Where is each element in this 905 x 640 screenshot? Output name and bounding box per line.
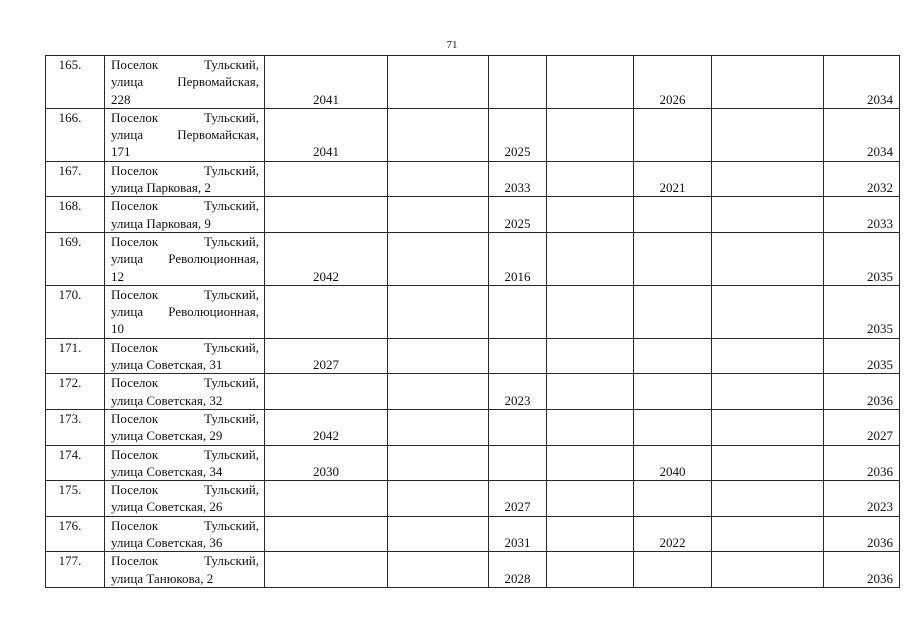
year-cell-1 bbox=[265, 516, 388, 552]
year-cell-1: 2027 bbox=[265, 338, 388, 374]
year-cell-1 bbox=[265, 374, 388, 410]
year-cell-5 bbox=[634, 552, 712, 588]
year-cell-1: 2041 bbox=[265, 108, 388, 161]
year-cell-2 bbox=[388, 445, 489, 481]
year-cell-5: 2021 bbox=[634, 161, 712, 197]
address-line: Поселок Тульский, bbox=[111, 162, 259, 178]
year-cell-5 bbox=[634, 232, 712, 285]
year-cell-2 bbox=[388, 161, 489, 197]
year-cell-4 bbox=[547, 552, 634, 588]
year-cell-3: 2031 bbox=[489, 516, 547, 552]
address-line: Поселок Тульский, bbox=[111, 57, 259, 72]
row-number: 171. bbox=[46, 338, 105, 374]
table-row bbox=[46, 552, 900, 588]
year-cell-5 bbox=[634, 108, 712, 161]
year-cell-7: 2036 bbox=[824, 552, 900, 588]
row-number: 177. bbox=[46, 552, 105, 588]
year-cell-7: 2027 bbox=[824, 409, 900, 445]
row-number: 166. bbox=[46, 108, 105, 161]
row-number: 167. bbox=[46, 161, 105, 197]
year-cell-1 bbox=[265, 481, 388, 517]
address-line: Поселок Тульский, bbox=[111, 375, 259, 391]
address-line: улица Парковая, 2 bbox=[111, 180, 211, 196]
address-line: Поселок Тульский, bbox=[111, 482, 259, 498]
year-cell-5: 2022 bbox=[634, 516, 712, 552]
year-cell-6 bbox=[712, 232, 824, 285]
year-cell-1 bbox=[265, 197, 388, 233]
year-cell-2 bbox=[388, 338, 489, 374]
table-row bbox=[46, 338, 900, 374]
address-line: улица Советская, 31 bbox=[111, 357, 223, 373]
year-cell-7: 2036 bbox=[824, 516, 900, 552]
year-cell-2 bbox=[388, 56, 489, 109]
address-line: Поселок Тульский, bbox=[111, 339, 259, 355]
table-row bbox=[46, 285, 900, 338]
year-cell-5: 2026 bbox=[634, 56, 712, 109]
address-line: улица Танюкова, 2 bbox=[111, 570, 214, 586]
table-row bbox=[46, 56, 900, 109]
year-cell-4 bbox=[547, 374, 634, 410]
year-cell-7: 2035 bbox=[824, 338, 900, 374]
address-cell bbox=[105, 516, 265, 552]
address-line: 228 bbox=[111, 91, 131, 107]
year-cell-6 bbox=[712, 409, 824, 445]
year-cell-2 bbox=[388, 197, 489, 233]
year-cell-2 bbox=[388, 285, 489, 338]
address-line: Поселок Тульский, bbox=[111, 109, 259, 125]
address-line: Поселок Тульский, bbox=[111, 553, 259, 569]
year-cell-5 bbox=[634, 338, 712, 374]
year-cell-6 bbox=[712, 516, 824, 552]
year-cell-4 bbox=[547, 232, 634, 285]
table-body bbox=[46, 56, 900, 588]
year-cell-4 bbox=[547, 197, 634, 233]
year-cell-5 bbox=[634, 481, 712, 517]
year-cell-3 bbox=[489, 56, 547, 109]
year-cell-7: 2034 bbox=[824, 56, 900, 109]
address-line: улица Советская, 29 bbox=[111, 428, 223, 444]
year-cell-7: 2036 bbox=[824, 445, 900, 481]
year-cell-4 bbox=[547, 338, 634, 374]
table-row bbox=[46, 374, 900, 410]
address-line: улица Советская, 36 bbox=[111, 535, 223, 551]
address-line: улица Парковая, 9 bbox=[111, 215, 211, 231]
address-cell bbox=[105, 481, 265, 517]
year-cell-2 bbox=[388, 232, 489, 285]
year-cell-2 bbox=[388, 552, 489, 588]
year-cell-6 bbox=[712, 481, 824, 517]
year-cell-7: 2034 bbox=[824, 108, 900, 161]
table-row bbox=[46, 516, 900, 552]
address-line: 10 bbox=[111, 321, 124, 337]
year-cell-7: 2035 bbox=[824, 285, 900, 338]
address-line: улица Первомайская, bbox=[111, 127, 259, 143]
address-line: Поселок Тульский, bbox=[111, 410, 259, 426]
year-cell-4 bbox=[547, 56, 634, 109]
year-cell-3: 2033 bbox=[489, 161, 547, 197]
year-cell-5 bbox=[634, 374, 712, 410]
address-line: улица Советская, 32 bbox=[111, 392, 223, 408]
year-cell-3: 2025 bbox=[489, 108, 547, 161]
year-cell-2 bbox=[388, 409, 489, 445]
address-line: Поселок Тульский, bbox=[111, 198, 259, 214]
year-cell-1: 2030 bbox=[265, 445, 388, 481]
year-cell-1 bbox=[265, 285, 388, 338]
table-row bbox=[46, 481, 900, 517]
year-cell-1 bbox=[265, 552, 388, 588]
year-cell-5 bbox=[634, 409, 712, 445]
year-cell-3 bbox=[489, 285, 547, 338]
year-cell-6 bbox=[712, 56, 824, 109]
address-cell bbox=[105, 445, 265, 481]
year-cell-6 bbox=[712, 338, 824, 374]
address-cell bbox=[105, 374, 265, 410]
year-cell-1 bbox=[265, 161, 388, 197]
year-cell-3: 2028 bbox=[489, 552, 547, 588]
year-cell-3 bbox=[489, 338, 547, 374]
year-cell-3: 2025 bbox=[489, 197, 547, 233]
address-line: Поселок Тульский, bbox=[111, 517, 259, 533]
address-cell bbox=[105, 161, 265, 197]
address-cell bbox=[105, 338, 265, 374]
year-cell-4 bbox=[547, 108, 634, 161]
year-cell-4 bbox=[547, 161, 634, 197]
row-number: 168. bbox=[46, 197, 105, 233]
year-cell-2 bbox=[388, 481, 489, 517]
year-cell-1: 2042 bbox=[265, 232, 388, 285]
year-cell-6 bbox=[712, 445, 824, 481]
year-cell-4 bbox=[547, 285, 634, 338]
year-cell-7: 2032 bbox=[824, 161, 900, 197]
year-cell-2 bbox=[388, 516, 489, 552]
address-cell bbox=[105, 232, 265, 285]
address-line: 171 bbox=[111, 144, 131, 160]
address-cell bbox=[105, 108, 265, 161]
address-cell bbox=[105, 56, 265, 109]
address-cell bbox=[105, 285, 265, 338]
year-cell-5 bbox=[634, 197, 712, 233]
address-line: Поселок Тульский, bbox=[111, 286, 259, 302]
table-row bbox=[46, 232, 900, 285]
year-cell-5 bbox=[634, 285, 712, 338]
year-cell-3 bbox=[489, 409, 547, 445]
table-row bbox=[46, 445, 900, 481]
year-cell-7: 2036 bbox=[824, 374, 900, 410]
year-cell-6 bbox=[712, 108, 824, 161]
year-cell-2 bbox=[388, 108, 489, 161]
year-cell-4 bbox=[547, 445, 634, 481]
year-cell-7: 2035 bbox=[824, 232, 900, 285]
row-number: 172. bbox=[46, 374, 105, 410]
year-cell-7: 2023 bbox=[824, 481, 900, 517]
repair-schedule-table bbox=[45, 55, 900, 588]
table-row bbox=[46, 197, 900, 233]
year-cell-5: 2040 bbox=[634, 445, 712, 481]
year-cell-2 bbox=[388, 374, 489, 410]
year-cell-3: 2027 bbox=[489, 481, 547, 517]
address-cell bbox=[105, 409, 265, 445]
row-number: 176. bbox=[46, 516, 105, 552]
row-number: 174. bbox=[46, 445, 105, 481]
page-number: 71 bbox=[446, 39, 458, 51]
year-cell-4 bbox=[547, 481, 634, 517]
year-cell-6 bbox=[712, 552, 824, 588]
year-cell-6 bbox=[712, 285, 824, 338]
year-cell-3: 2016 bbox=[489, 232, 547, 285]
year-cell-4 bbox=[547, 516, 634, 552]
year-cell-6 bbox=[712, 161, 824, 197]
row-number: 165. bbox=[46, 56, 105, 109]
year-cell-3 bbox=[489, 445, 547, 481]
address-line: улица Революционная, bbox=[111, 251, 259, 267]
address-line: Поселок Тульский, bbox=[111, 446, 259, 462]
table-row bbox=[46, 161, 900, 197]
address-line: 12 bbox=[111, 268, 124, 284]
address-line: улица Первомайская, bbox=[111, 74, 259, 90]
year-cell-6 bbox=[712, 197, 824, 233]
row-number: 173. bbox=[46, 409, 105, 445]
table-row bbox=[46, 108, 900, 161]
address-line: улица Советская, 26 bbox=[111, 499, 223, 515]
year-cell-1: 2041 bbox=[265, 56, 388, 109]
address-line: улица Революционная, bbox=[111, 304, 259, 320]
table-row bbox=[46, 409, 900, 445]
year-cell-6 bbox=[712, 374, 824, 410]
year-cell-1: 2042 bbox=[265, 409, 388, 445]
address-cell bbox=[105, 197, 265, 233]
address-line: улица Советская, 34 bbox=[111, 463, 223, 479]
year-cell-4 bbox=[547, 409, 634, 445]
row-number: 169. bbox=[46, 232, 105, 285]
address-cell bbox=[105, 552, 265, 588]
row-number: 175. bbox=[46, 481, 105, 517]
year-cell-7: 2033 bbox=[824, 197, 900, 233]
year-cell-3: 2023 bbox=[489, 374, 547, 410]
address-line: Поселок Тульский, bbox=[111, 233, 259, 249]
row-number: 170. bbox=[46, 285, 105, 338]
